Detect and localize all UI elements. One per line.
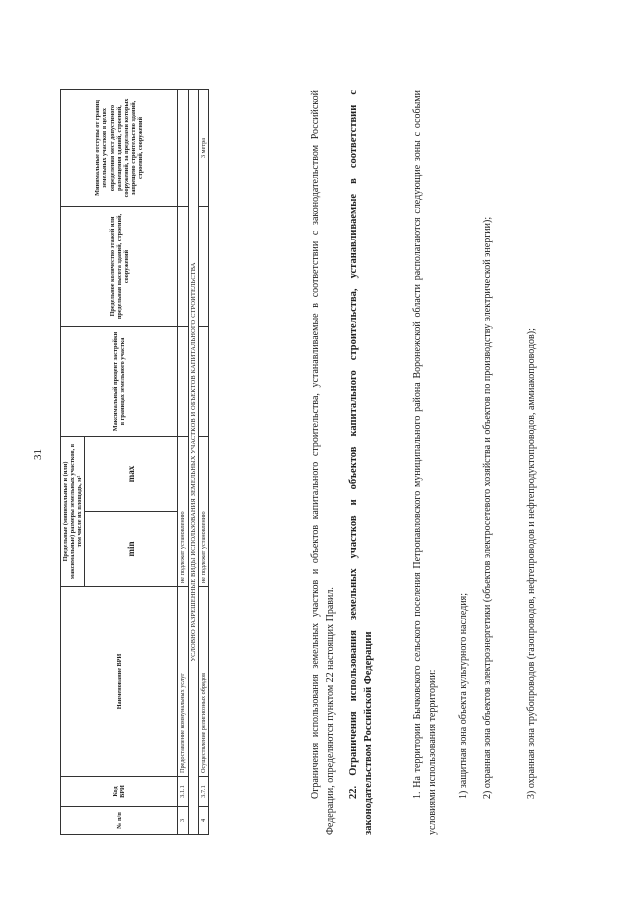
section-heading-22: 22. Ограничения использования земельных участков и объектов капитального строительства, устанавливаемые в соответствии с законодательством Российской Федерации bbox=[348, 90, 374, 835]
cell-floors bbox=[178, 206, 188, 326]
cell-name: Предоставление коммунальных услуг bbox=[178, 587, 188, 777]
cell-floors bbox=[198, 206, 208, 326]
header-min: min bbox=[85, 512, 178, 587]
paragraph-restrictions: Ограничения использования земельных участков и объектов капитального строительства, устанавливаемые в соответствии с законодательством Российской Федерации, определяются пунктом 22 настоящих Правил. bbox=[310, 90, 336, 835]
cell-percent bbox=[198, 326, 208, 436]
cell-name: Осуществление религиозных обрядов bbox=[198, 587, 208, 777]
list-item: 3) охранная зона трубопроводов (газопроводов, нефтепроводов и нефтепродуктопроводов, аммиакопроводов); bbox=[526, 328, 537, 799]
cell-setbacks: 3 метра bbox=[198, 89, 208, 206]
cell-num: 4 bbox=[198, 807, 208, 835]
table-row bbox=[198, 89, 208, 834]
table-section-row bbox=[188, 89, 198, 834]
cell-sizes: не подлежат установлению bbox=[178, 436, 188, 586]
cell-percent bbox=[178, 326, 188, 436]
header-setbacks: Минимальные отступы от границ земельных участков в целях определения мест допустимого размещения зданий, строений, сооружений, за пределами которых запрещено строительство зданий, строений, сооружений bbox=[61, 89, 178, 206]
cell-setbacks bbox=[178, 89, 188, 206]
header-max: max bbox=[85, 436, 178, 511]
table-header-row bbox=[61, 89, 85, 834]
header-code: Код ВРИ bbox=[61, 777, 178, 807]
header-percent: Максимальный процент застройки в границах земельного участка bbox=[61, 326, 178, 436]
cell-code: 3.7.1 bbox=[198, 777, 208, 807]
page-number: 31 bbox=[32, 449, 44, 460]
list-item: 1) защитная зона объекта культурного наследия; bbox=[458, 592, 469, 799]
cell-num: 3 bbox=[178, 807, 188, 835]
table-row bbox=[178, 89, 188, 834]
section-title: УСЛОВНО РАЗРЕШЕННЫЕ ВИДЫ ИСПОЛЬЗОВАНИЯ ЗЕМЕЛЬНЫХ УЧАСТКОВ И ОБЪЕКТОВ КАПИТАЛЬНОГО СТРОИТЕЛЬСТВА bbox=[188, 89, 198, 834]
header-name: Наименование ВРИ bbox=[61, 587, 178, 777]
cell-code: 3.1.1 bbox=[178, 777, 188, 807]
header-sizes: Предельные (минимальные и (или) максимальные) размеры земельных участков, в том числе их площадь, м² bbox=[61, 436, 85, 586]
cell-sizes: не подлежат установлению bbox=[198, 436, 208, 586]
paragraph-zones-intro: 1. На территории Бычковского сельского поселения Петропавловского муниципального района Воронежской области располагаются следующие зоны с особыми условиями использования территории: bbox=[412, 90, 438, 835]
list-item: 2) охранная зона объектов электроэнергетики (объектов электросетевого хозяйства и объектов по производству электрической энергии); bbox=[482, 216, 493, 799]
header-floors: Предельное количество этажей или предельная высота зданий, строений, сооружений bbox=[61, 206, 178, 326]
zoning-table bbox=[60, 89, 209, 835]
header-num: № п/п bbox=[61, 807, 178, 835]
